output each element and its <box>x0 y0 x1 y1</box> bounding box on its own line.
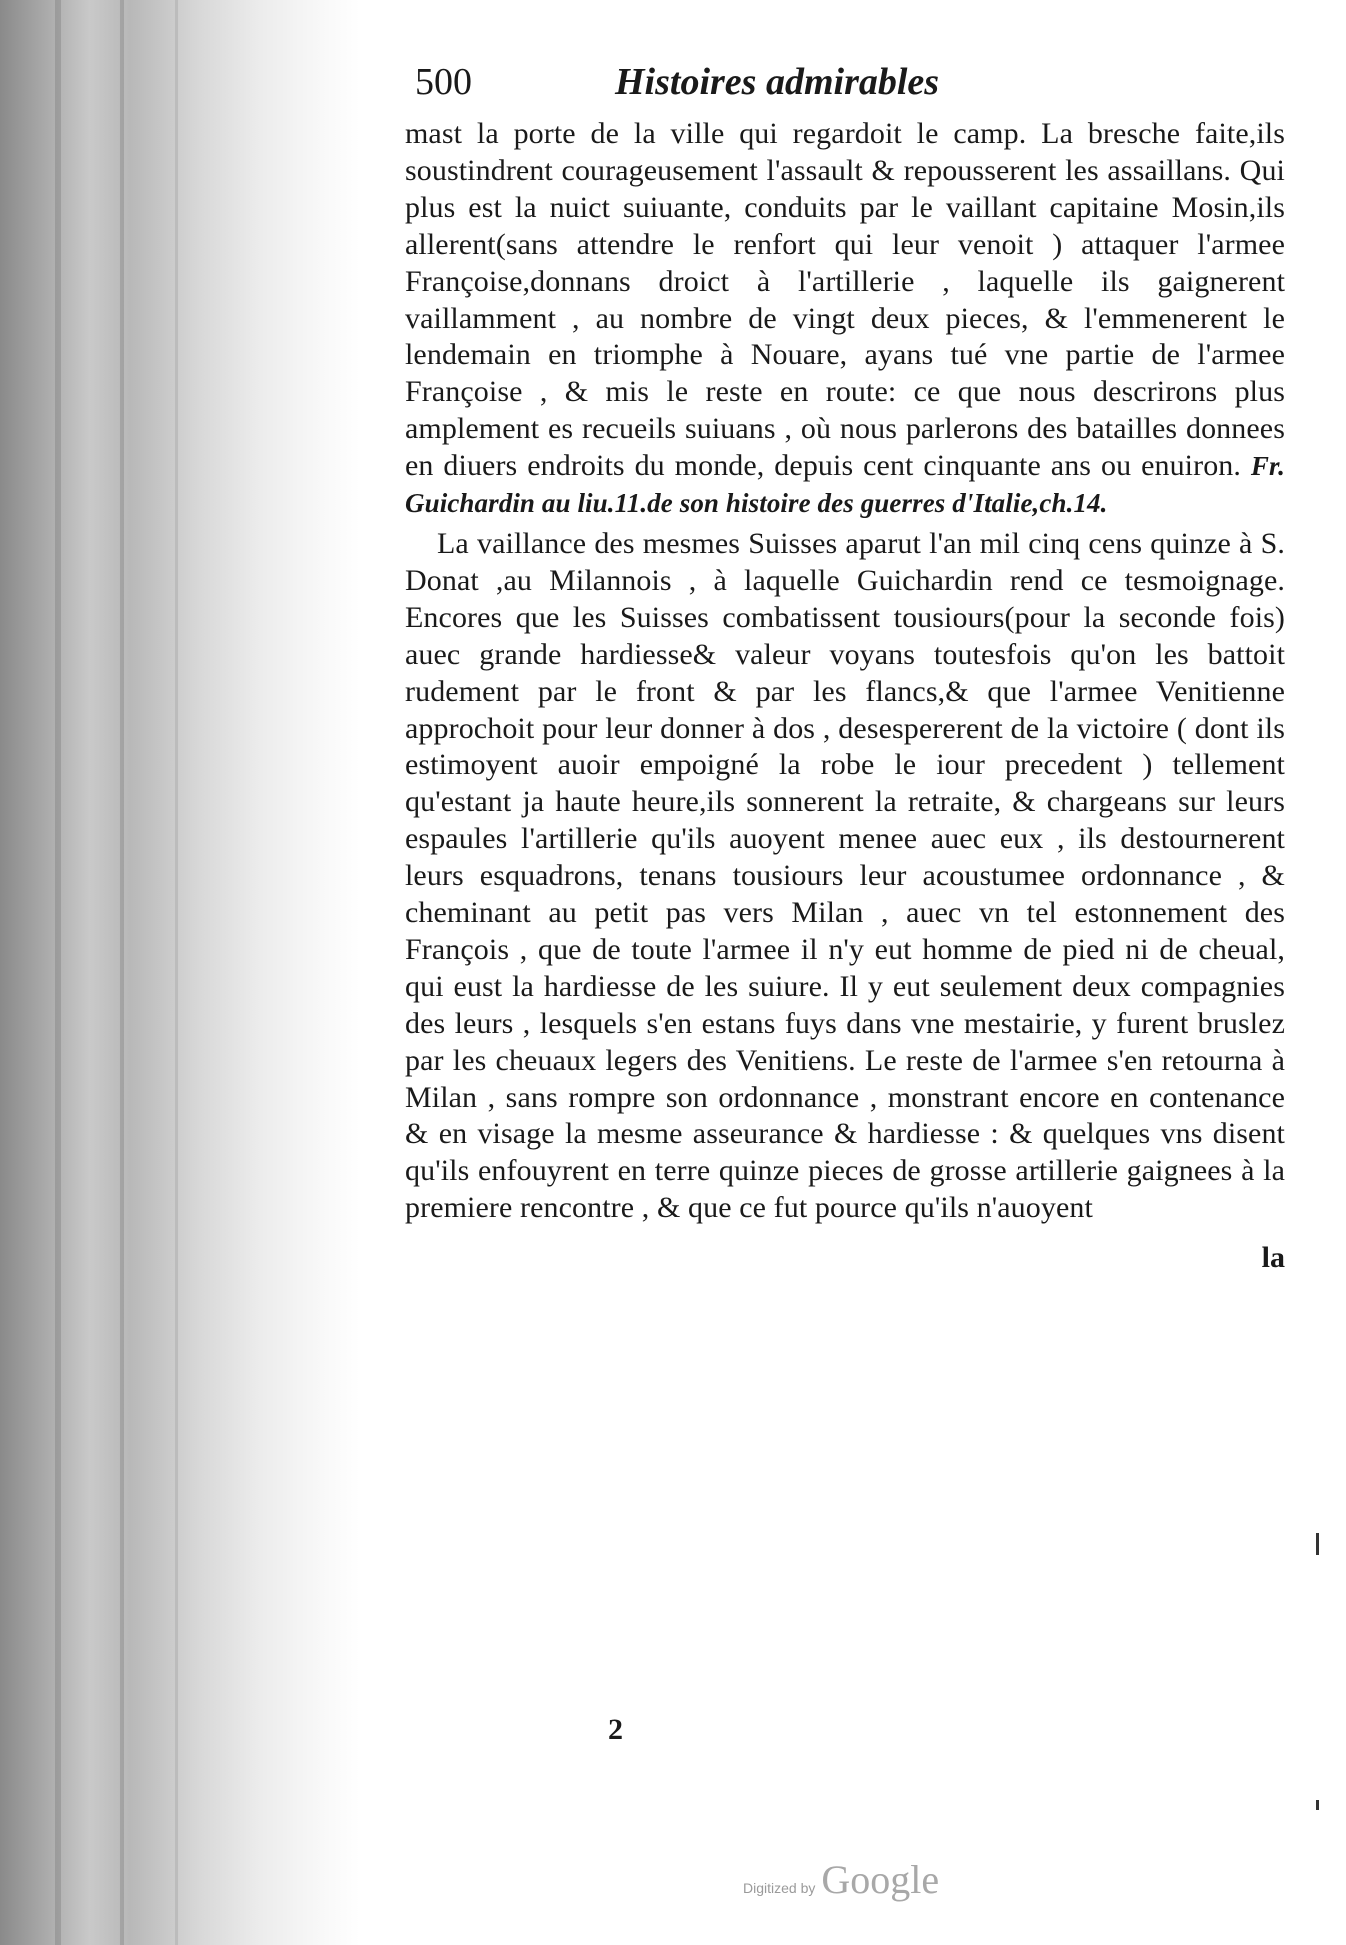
body-text <box>405 116 1285 1227</box>
watermark-prefix: Digitized by <box>743 1880 816 1896</box>
edge-mark <box>1316 1533 1319 1555</box>
google-watermark <box>743 1856 939 1903</box>
scan-gutter-shadow <box>0 0 360 1945</box>
gutter-streak <box>55 0 61 1945</box>
catchword: la <box>1261 1241 1285 1275</box>
book-page <box>405 60 1285 1275</box>
paragraph-1-text: mast la porte de la ville qui regardoit le camp. La bresche faite,ils soustindrent courageusement l'assault & repousserent les assaillans. Qui plus est la nuict suiuante, conduits par le vaillant capitaine Mosin,ils allerent(sans attendre le renfort qui leur venoit ) attaquer l'armee Françoise,donnans droict à l'artillerie , laquelle ils gaignerent vaillamment , au nombre de vingt deux pieces, & l'emmenerent le lendemain en triomphe à Nouare, ayans tué vne partie de l'armee Françoise , & mis le reste en route: ce que nous descrirons plus amplement es recueils suiuans , où nous parlerons des batailles donnees en diuers endroits du monde, depuis cent cinquante ans ou enuiron. <box>405 117 1285 483</box>
paragraph-2: La vaillance des mesmes Suisses aparut l'an mil cinq cens quinze à S. Donat ,au Milannois , à laquelle Guichardin rend ce tesmoignage. Encores que les Suisses combatissent tousiours(pour la seconde fois) auec grande hardiesse& valeur voyans toutesfois qu'on les battoit rudement par le front & par les flancs,& que l'armee Venitienne approchoit pour leur donner à dos , desespererent de la victoire ( dont ils estimoyent auoir empoigné la robe le iour precedent ) tellement qu'estant ja haute heure,ils sonnerent la retraite, & chargeans sur leurs espaules l'artillerie qu'ils auoyent menee auec eux , ils destournerent leurs esquadrons, tenans tousiours leur acoustumee ordonnance , & cheminant au petit pas vers Milan , auec vn tel estonnement des François , que de toute l'armee il n'y eut homme de pied ni de cheual, qui eust la hardiesse de les suiure. Il y eut seulement deux compagnies des leurs , lesquels s'en estans fuys dans vne mestairie, y furent bruslez par les cheuaux legers des Venitiens. Le reste de l'armee s'en retourna à Milan , sans rompre son ordonnance , monstrant encore en contenance & en visage la mesme asseurance & hardiesse : & quelques vns disent qu'ils enfouyrent en terre quinze pieces de grosse artillerie gaignees à la premiere rencontre , & que ce fut pource qu'ils n'auoyent <box>405 526 1285 1225</box>
gutter-streak <box>175 0 178 1945</box>
paragraph-1 <box>405 116 1285 522</box>
page-number: 500 <box>415 61 472 103</box>
edge-mark <box>1316 1800 1319 1810</box>
gutter-streak <box>120 0 124 1945</box>
running-head: Histoires admirables <box>615 61 940 103</box>
signature-mark: 2 <box>608 1713 623 1746</box>
google-logo: Google <box>821 1857 940 1902</box>
citation: Fr. Guichardin au liu.11.de son histoire des guerres d'Italie,ch.14. <box>405 451 1285 519</box>
page-header <box>415 60 1285 116</box>
